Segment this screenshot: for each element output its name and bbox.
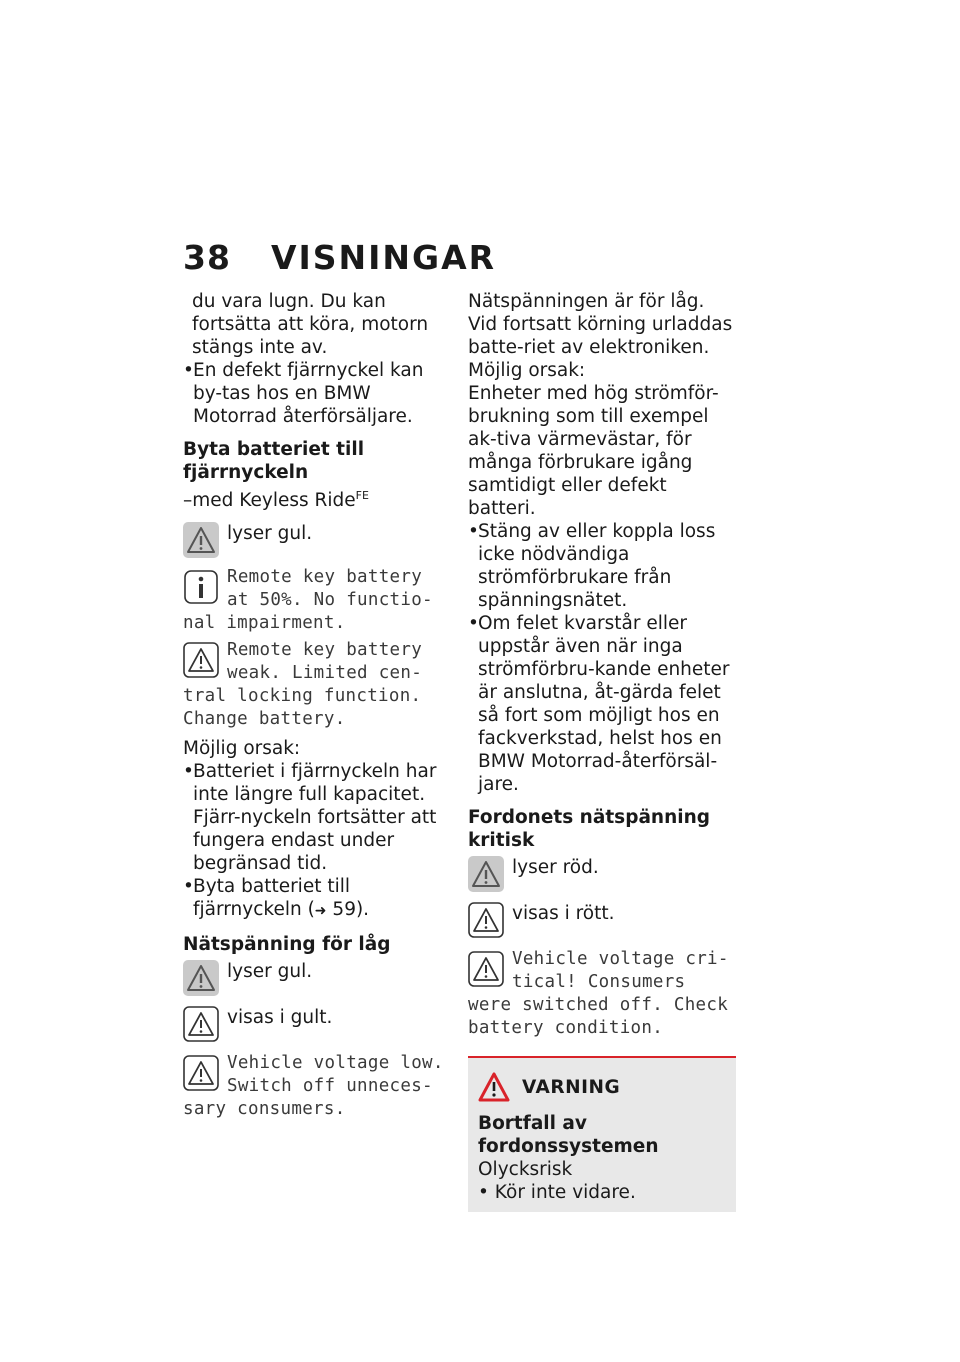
cause-label: Möjlig orsak: (183, 738, 301, 760)
message-text: Vehicle voltage low. Switch off unneces-sary consumers. (183, 1053, 444, 1120)
left-column (183, 290, 451, 1121)
warning-action: • Kör inte vidare. (478, 1182, 636, 1203)
warning-risk: Olycksrisk (478, 1159, 573, 1180)
subheading-text: –med Keyless Ride (183, 490, 356, 512)
indicator-row (468, 856, 736, 892)
page-reference-link[interactable]: 59). (332, 899, 370, 921)
list-item-text: Byta batteriet till fjärrnyckeln ( (193, 876, 351, 921)
message-text: Vehicle voltage cri-tical! Consumers were switched off. Check battery condition. (468, 949, 729, 1038)
warning-lamp-icon (468, 856, 504, 892)
display-row (468, 902, 736, 938)
message-text: Remote key battery weak. Limited cen-tral locking function. Change battery. (183, 640, 423, 730)
warning-display-icon (183, 642, 219, 678)
list-item (183, 875, 451, 923)
warning-title: Bortfall av fordonssystemen (478, 1113, 659, 1157)
display-text: visas i gult. (227, 1007, 333, 1029)
list-item: • Om felet kvarstår eller uppstår även när inga strömförbru-kande enheter är anslutna, åt-gärda felet så fort som möjligt hos en fackverkstad, helst hos en BMW Motorrad-återförsäl-jare. (468, 612, 736, 796)
warning-box (468, 1056, 736, 1212)
page-number: 38 (183, 238, 231, 277)
warning-display-icon (183, 1055, 219, 1091)
list-item: • En defekt fjärrnyckel kan by-tas hos en BMW Motorrad återförsäljare. (183, 359, 451, 428)
display-message (183, 639, 451, 731)
display-message (183, 1052, 451, 1121)
indicator-text: lyser röd. (512, 857, 599, 878)
warning-lamp-icon (183, 960, 219, 996)
info-icon (183, 569, 219, 605)
cause-label: Möjlig orsak: (468, 360, 586, 381)
indicator-text: lyser gul. (227, 523, 313, 545)
right-column (468, 290, 736, 1212)
section-heading: Byta batteriet till fjärrnyckeln (183, 439, 365, 483)
page-title: VISNINGAR (270, 238, 497, 277)
list-item: • Stäng av eller koppla loss icke nödvändiga strömförbrukare från spänningsnätet. (468, 520, 736, 612)
display-message (183, 566, 451, 635)
paragraph: Enheter med hög strömför-brukning som till exempel ak-tiva värmevästar, för många förbrukare igång samtidigt eller defekt batteri. (468, 383, 719, 519)
display-text: visas i rött. (512, 903, 615, 924)
warning-label: VARNING (522, 1076, 621, 1098)
warning-display-icon (183, 1006, 219, 1042)
warning-sign-icon (478, 1072, 510, 1102)
display-row (183, 1006, 451, 1042)
page-header (183, 238, 496, 277)
warning-display-icon (468, 902, 504, 938)
arrow-right-icon: ➜ (314, 903, 327, 920)
message-text: Remote key battery at 50%. No functio-nal impairment. (183, 567, 433, 634)
display-message (468, 948, 736, 1040)
section-subheading (183, 484, 451, 512)
paragraph: Nätspänningen är för låg. Vid fortsatt körning urladdas batte-riet av elektroniken. (468, 291, 733, 358)
section-heading: Fordonets nätspänning kritisk (468, 807, 711, 851)
list-item: • Batteriet i fjärrnyckeln har inte längre full kapacitet. Fjärr-nyckeln fortsätter att fungera endast under begränsad tid. (183, 760, 451, 875)
indicator-row (183, 522, 451, 558)
warning-display-icon (468, 951, 504, 987)
warning-lamp-icon (183, 522, 219, 558)
paragraph: du vara lugn. Du kan fortsätta att köra, motorn stängs inte av. (192, 291, 429, 358)
section-heading: Nätspänning för låg (183, 934, 391, 956)
warning-header (478, 1072, 726, 1102)
indicator-text: lyser gul. (227, 961, 313, 983)
indicator-row (183, 960, 451, 996)
footnote-mark: FE (355, 489, 369, 502)
